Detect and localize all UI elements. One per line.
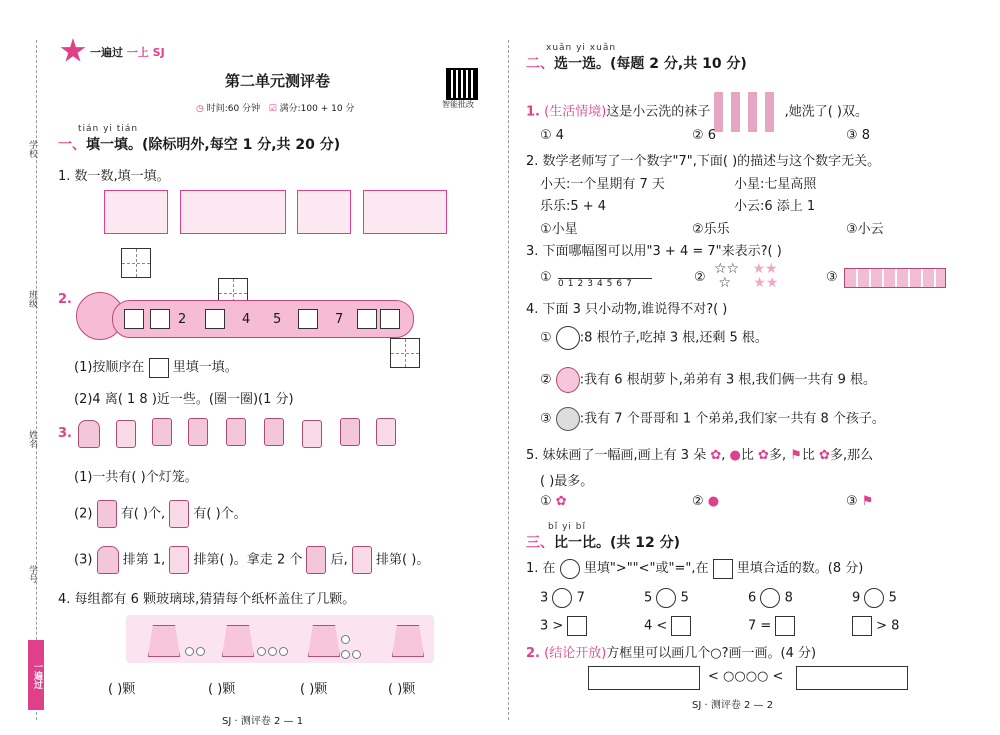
flower-icon: ✿	[555, 494, 567, 509]
snake-number-4: 4	[242, 312, 251, 327]
number-label: 学号	[27, 565, 37, 583]
brand-vertical	[28, 640, 44, 710]
r-q5-opt-3[interactable]: ③ ⚑	[846, 494, 874, 509]
flag-icon: ⚑	[861, 494, 874, 509]
exam-title: 第二单元测评卷	[225, 72, 331, 90]
r-q3: 3. 下面哪幅图可以用"3 + 4 = 7"来表示?( )	[526, 244, 782, 259]
section2-title: 二、选一选。(每题 2 分,共 10 分)	[526, 56, 747, 72]
qr-code[interactable]	[446, 68, 478, 100]
r-q1-opt-2[interactable]: ② 6	[692, 128, 717, 143]
check-icon: ☑	[268, 104, 277, 114]
r-q4-line-1[interactable]: ① :8 根竹子,吃掉 3 根,还剩 5 根。	[540, 326, 768, 350]
cup-icon	[392, 625, 424, 657]
class-label: 班级	[27, 290, 37, 308]
lantern-icon	[169, 500, 189, 528]
side-binding	[0, 0, 46, 735]
r-q7: 2. (结论开放)方框里可以画几个○?画一画。(4 分)	[526, 646, 817, 661]
lantern-icon	[306, 546, 326, 574]
cars-image	[180, 190, 286, 234]
q4-text: 4. 每组都有 6 颗玻璃球,猜猜每个纸杯盖住了几颗。	[58, 592, 356, 607]
snake-box-5[interactable]	[357, 309, 377, 329]
sample-box	[713, 559, 733, 579]
q3-1: (1)一共有( )个灯笼。	[74, 470, 198, 485]
r-q4: 4. 下面 3 只小动物,谁说得不对?( )	[526, 302, 728, 317]
r-q2-line-3: 乐乐:5 + 4	[540, 199, 607, 214]
r-q3-opt-3[interactable]: ③	[826, 270, 838, 285]
q4-blank-4[interactable]: ( )颗	[388, 682, 416, 697]
snake-box-4[interactable]	[298, 309, 318, 329]
q4-blank-2[interactable]: ( )颗	[208, 682, 236, 697]
r-q5: 5. 妹妹画了一幅画,画上有 3 朵 ✿, ●比 ✿多, ⚑比 ✿多,那么	[526, 448, 874, 463]
cmp-7[interactable]: 7 =	[748, 616, 795, 636]
snake-number-7: 7	[335, 312, 344, 327]
section3-title: 三、比一比。(共 12 分)	[526, 535, 681, 551]
balloon-icon: ●	[707, 494, 720, 509]
q3-3: (3) 排第 1, 排第( )。拿走 2 个 后, 排第( )。	[74, 546, 429, 574]
q3-2: (2) 有( )个, 有( )个。	[74, 500, 247, 528]
cup-icon	[222, 625, 254, 657]
flower-icon: ✿	[819, 448, 830, 463]
brand-text: 一遍过	[32, 661, 42, 689]
flag-icon: ⚑	[790, 448, 802, 463]
cmp-3[interactable]: 6 8	[748, 588, 793, 608]
socks-image	[714, 92, 780, 132]
cubes-image	[844, 268, 946, 288]
balloon-icon: ●	[729, 448, 741, 463]
cup-icon	[148, 625, 180, 657]
lantern-icon	[169, 546, 189, 574]
cmp-8[interactable]: > 8	[852, 616, 899, 636]
snake-box-1[interactable]	[124, 309, 144, 329]
draw-box-left[interactable]	[588, 666, 700, 690]
answer-grid-1[interactable]	[121, 248, 151, 278]
lantern-icon	[376, 418, 396, 446]
lantern-icon	[264, 418, 284, 446]
lantern-icon	[302, 420, 322, 448]
flower-icon: ✿	[758, 448, 769, 463]
cup-icon	[308, 625, 340, 657]
lantern-icon	[78, 420, 100, 448]
right-footer: SJ · 测评卷 2 — 2	[692, 700, 774, 711]
stars-image: ☆☆ ★★ ☆ ★★	[714, 261, 779, 291]
draw-box-right[interactable]	[796, 666, 908, 690]
page-divider	[508, 40, 509, 720]
snake-box-3[interactable]	[205, 309, 225, 329]
number-line	[556, 268, 656, 290]
lantern-row	[78, 418, 398, 448]
cmp-4[interactable]: 9 5	[852, 588, 897, 608]
name-label: 姓名	[27, 430, 37, 448]
school-label: 学校	[27, 140, 37, 158]
cmp-5[interactable]: 3 >	[540, 616, 587, 636]
lantern-icon	[116, 420, 136, 448]
cmp-2[interactable]: 5 5	[644, 588, 689, 608]
cmp-6[interactable]: 4 <	[644, 616, 691, 636]
snake-number-2: 2	[178, 312, 187, 327]
snake-number-5: 5	[273, 312, 282, 327]
q2-1: (1)按顺序在 里填一填。	[74, 356, 238, 378]
left-footer: SJ · 测评卷 2 — 1	[222, 716, 304, 727]
circles-inequality: < ○○○○ <	[708, 669, 784, 684]
r-q4-line-2[interactable]: ② :我有 6 根胡萝卜,弟弟有 3 根,我们俩一共有 9 根。	[540, 367, 876, 393]
lantern-icon	[340, 418, 360, 446]
section1-pinyin: tián yi tián	[78, 124, 139, 134]
lantern-icon	[188, 418, 208, 446]
planes-image	[297, 190, 351, 234]
section1-title: 一、填一填。(除标明外,每空 1 分,共 20 分)	[58, 137, 341, 153]
r-q3-opt-2[interactable]: ②	[694, 270, 706, 285]
exam-info	[196, 101, 354, 114]
r-q6: 1. 在 里填">""<"或"=",在 里填合适的数。(8 分)	[526, 557, 863, 579]
balls	[184, 645, 206, 660]
r-q2: 2. 数学老师写了一个数字"7",下面( )的描述与这个数字无关。	[526, 154, 881, 169]
q2-label: 2.	[58, 292, 72, 307]
r-q5-opt-2[interactable]: ② ●	[692, 494, 720, 509]
section3-pinyin: bǐ yi bǐ	[548, 522, 586, 532]
r-q3-opt-1[interactable]: ①	[540, 270, 552, 285]
r-q1-opt-3[interactable]: ③ 8	[846, 128, 871, 143]
q1-text: 1. 数一数,填一填。	[58, 169, 170, 184]
sample-box	[149, 358, 169, 378]
r-q1: 1. (生活情境)这是小云洗的袜子 ,她洗了( )双。	[526, 92, 868, 132]
sample-circle	[560, 559, 580, 579]
grade-label: 一上 SJ	[126, 46, 165, 59]
r-q2-opt-2[interactable]: ②乐乐	[692, 222, 730, 237]
mouse-icon	[556, 407, 580, 431]
cups-panel	[126, 615, 434, 663]
panda-icon	[556, 326, 580, 350]
header-brand: 一遍过 一上 SJ	[90, 46, 165, 59]
teddy-bears-image	[104, 190, 168, 234]
cmp-1[interactable]: 3 7	[540, 588, 585, 608]
q3-label: 3.	[58, 426, 72, 441]
q2-2: (2)4 离( 1 8 )近一些。(圈一圈)(1 分)	[74, 392, 294, 407]
number-line-ticks: 01234567	[558, 279, 636, 289]
answer-grid-4[interactable]	[390, 338, 420, 368]
r-q4-line-3[interactable]: ③ :我有 7 个哥哥和 1 个弟弟,我们家一共有 8 个孩子。	[540, 407, 885, 431]
q4-blank-3[interactable]: ( )颗	[300, 682, 328, 697]
flower-icon: ✿	[710, 448, 722, 463]
balls	[340, 633, 362, 663]
r-q2-opt-1[interactable]: ①小星	[540, 222, 578, 237]
snake-box-2[interactable]	[150, 309, 170, 329]
qr-caption: 智能批改	[442, 100, 474, 109]
r-q2-opt-3[interactable]: ③小云	[846, 222, 884, 237]
r-q2-line-1: 小天:一个星期有 7 天	[540, 177, 665, 192]
tanks-image	[363, 190, 447, 234]
q4-blank-1[interactable]: ( )颗	[108, 682, 136, 697]
rabbit-icon	[556, 367, 580, 393]
time-limit: 时间:60 分钟	[206, 104, 261, 114]
snake-box-6[interactable]	[380, 309, 400, 329]
lantern-icon	[226, 418, 246, 446]
r-q1-opt-1[interactable]: ① 4	[540, 128, 565, 143]
clock-icon: ◷	[196, 104, 204, 114]
full-score: 满分:100 + 10 分	[279, 104, 355, 114]
r-q5-opt-1[interactable]: ① ✿	[540, 494, 567, 509]
lantern-icon	[152, 418, 172, 446]
r-q2-line-4: 小云:6 添上 1	[734, 199, 816, 214]
r-q2-line-2: 小星:七星高照	[734, 177, 817, 192]
balls	[256, 645, 289, 660]
r-q5-cont: ( )最多。	[540, 474, 594, 489]
section2-pinyin: xuǎn yi xuǎn	[546, 43, 617, 53]
lantern-icon	[352, 546, 372, 574]
header-badge	[60, 38, 86, 64]
lantern-icon	[97, 546, 119, 574]
lantern-icon	[97, 500, 117, 528]
